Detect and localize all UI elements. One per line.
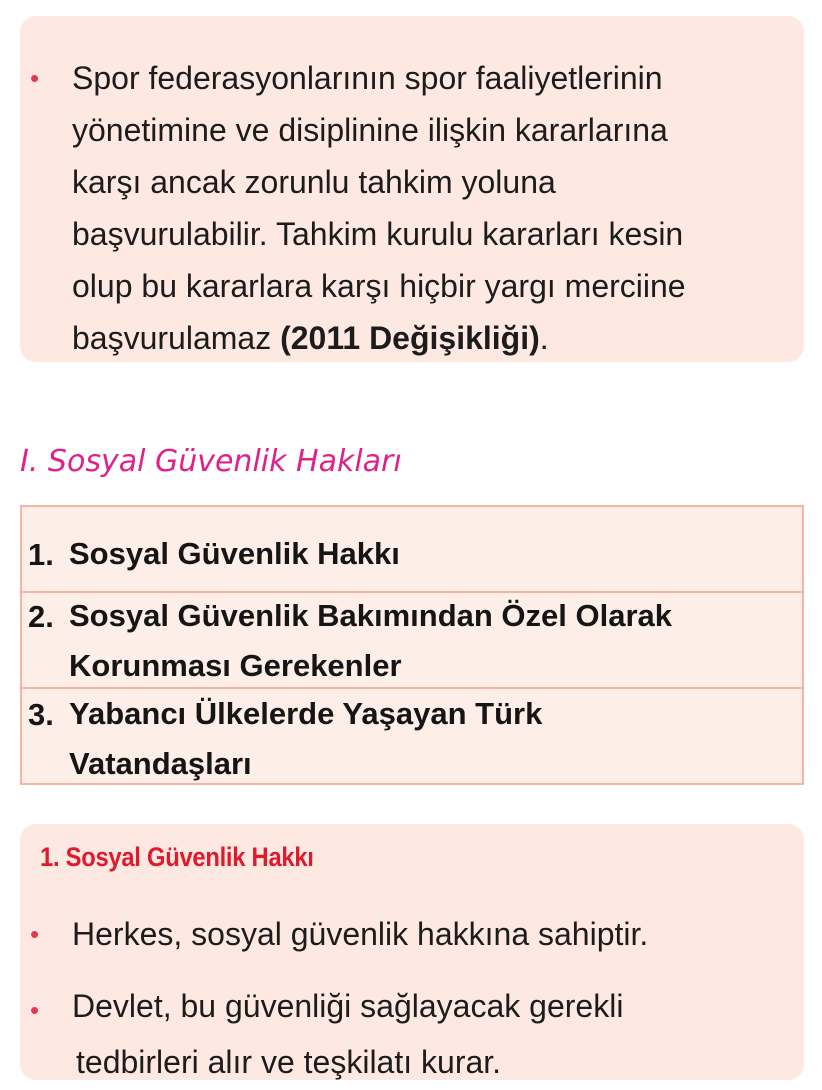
- paragraph-text: başvurulamaz: [72, 320, 281, 356]
- bullet-line: Devlet, bu güvenliği sağlayacak gerekli: [72, 988, 624, 1024]
- arbitration-paragraph: [72, 52, 802, 364]
- row-number: 3.: [28, 697, 54, 732]
- bullet-icon: •: [30, 919, 40, 949]
- paragraph-line: yönetimine ve disiplinine ilişkin kararlarına: [72, 112, 668, 148]
- bullet-item-right: Herkes, sosyal güvenlik hakkına sahiptir.: [72, 916, 649, 952]
- row-number: 2.: [28, 599, 54, 634]
- bullet-item-state-duty: [72, 978, 623, 1090]
- bullet-icon: •: [30, 63, 40, 93]
- table-row: [22, 689, 802, 783]
- bullet-icon: •: [30, 995, 40, 1025]
- row-text: [69, 591, 672, 691]
- paragraph-line: Spor federasyonlarının spor faaliyetlerinin: [72, 60, 663, 96]
- info-box-sports-arbitration: [20, 16, 804, 362]
- topics-table: [20, 505, 804, 785]
- row-line: Yabancı Ülkelerde Yaşayan Türk: [69, 696, 543, 731]
- paragraph-line: olup bu kararlara karşı hiçbir yargı merciine: [72, 268, 686, 304]
- row-text: [69, 689, 542, 789]
- paragraph-line: karşı ancak zorunlu tahkim yoluna: [72, 164, 556, 200]
- row-line: Korunması Gerekenler: [69, 648, 402, 683]
- table-row: [22, 593, 802, 689]
- row-line: Vatandaşları: [69, 746, 252, 781]
- amendment-note: (2011 Değişikliği): [280, 320, 540, 356]
- row-number: 1.: [28, 537, 54, 572]
- paragraph-line: başvurulabilir. Tahkim kurulu kararları kesin: [72, 216, 684, 252]
- info-box-social-security: [20, 824, 804, 1080]
- row-line: Sosyal Güvenlik Bakımından Özel Olarak: [69, 598, 673, 633]
- paragraph-last-line: [72, 312, 802, 364]
- bullet-line: tedbirleri alır ve teşkilatı kurar.: [76, 1044, 502, 1080]
- row-text: [69, 529, 400, 579]
- section-title: I. Sosyal Güvenlik Hakları: [20, 444, 402, 479]
- paragraph-period: .: [539, 320, 549, 356]
- row-line: Sosyal Güvenlik Hakkı: [69, 536, 400, 571]
- table-row: [22, 507, 802, 593]
- subsection-title: 1. Sosyal Güvenlik Hakkı: [40, 842, 314, 872]
